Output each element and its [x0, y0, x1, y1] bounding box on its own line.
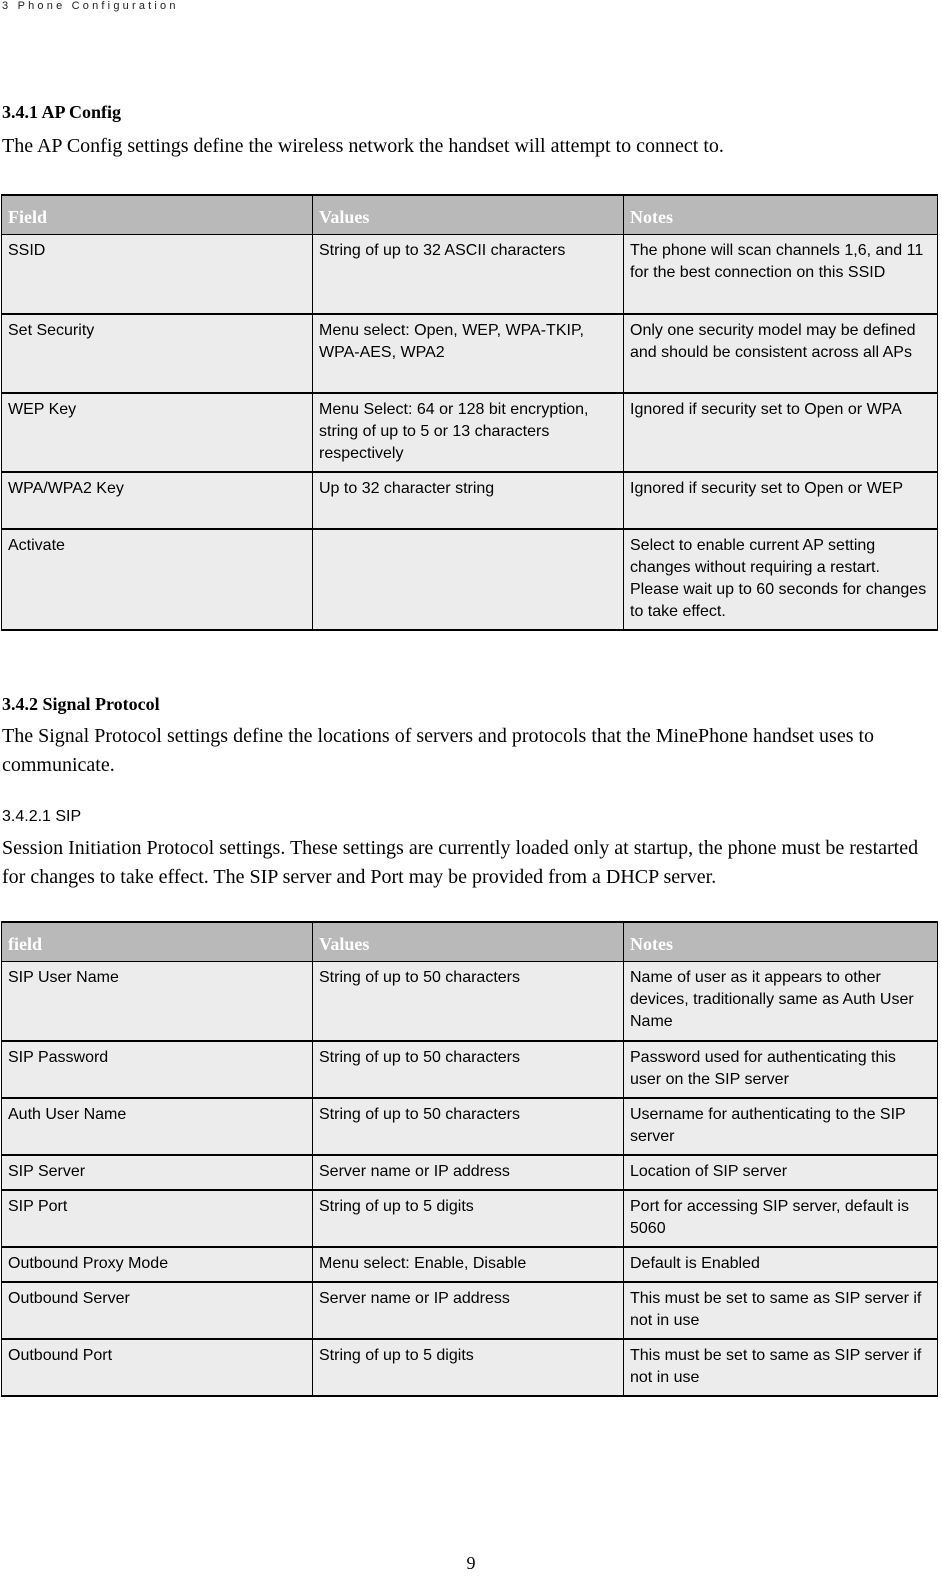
table-header-row	[2, 922, 938, 962]
sip-intro: Session Initiation Protocol settings. These settings are currently loaded only at startup, the phone must be restarted for changes to take effect. The SIP server and Port may be provided from a DHCP server.	[2, 837, 919, 888]
cell-notes: Default is Enabled	[624, 1247, 938, 1282]
cell-values: Server name or IP address	[313, 1282, 624, 1339]
running-header: 3 Phone Configuration	[2, 0, 179, 12]
column-header-field: field	[2, 922, 313, 962]
cell-field: Set Security	[2, 314, 313, 393]
cell-values: String of up to 5 digits	[313, 1339, 624, 1396]
table-row	[2, 1041, 938, 1098]
cell-notes: This must be set to same as SIP server if not in use	[624, 1339, 938, 1396]
cell-notes: Location of SIP server	[624, 1155, 938, 1190]
table-row	[2, 314, 938, 393]
cell-field: SIP User Name	[2, 962, 313, 1041]
table-row	[2, 962, 938, 1041]
cell-values: Up to 32 character string	[313, 472, 624, 529]
section-heading-signal-protocol: 3.4.2 Signal Protocol	[2, 694, 160, 714]
cell-values	[313, 529, 624, 630]
cell-notes: Name of user as it appears to other devices, traditionally same as Auth User Name	[624, 962, 938, 1041]
table-row	[2, 1155, 938, 1190]
cell-field: SSID	[2, 235, 313, 314]
table-row	[2, 1098, 938, 1155]
cell-values: Menu Select: 64 or 128 bit encryption, string of up to 5 or 13 characters respectively	[313, 393, 624, 472]
cell-field: SIP Password	[2, 1041, 313, 1098]
cell-field: SIP Port	[2, 1190, 313, 1247]
cell-notes: Ignored if security set to Open or WPA	[624, 393, 938, 472]
cell-notes: The phone will scan channels 1,6, and 11 for the best connection on this SSID	[624, 235, 938, 314]
table-row	[2, 1339, 938, 1396]
cell-field: SIP Server	[2, 1155, 313, 1190]
sip-table	[1, 921, 938, 1397]
ap-config-table	[1, 194, 938, 631]
cell-notes: Select to enable current AP setting changes without requiring a restart. Please wait up to 60 seconds for changes to take effect.	[624, 529, 938, 630]
cell-notes: Only one security model may be defined and should be consistent across all APs	[624, 314, 938, 393]
cell-field: Outbound Port	[2, 1339, 313, 1396]
cell-values: Menu select: Enable, Disable	[313, 1247, 624, 1282]
cell-field: Outbound Proxy Mode	[2, 1247, 313, 1282]
column-header-notes: Notes	[624, 195, 938, 235]
cell-notes: This must be set to same as SIP server if not in use	[624, 1282, 938, 1339]
cell-notes: Port for accessing SIP server, default is 5060	[624, 1190, 938, 1247]
cell-field: WEP Key	[2, 393, 313, 472]
signal-protocol-intro: The Signal Protocol settings define the locations of servers and protocols that the MinePhone handset uses to communicate.	[2, 725, 875, 776]
cell-values: String of up to 32 ASCII characters	[313, 235, 624, 314]
cell-field: Activate	[2, 529, 313, 630]
column-header-notes: Notes	[624, 922, 938, 962]
table-row	[2, 529, 938, 630]
cell-values: Server name or IP address	[313, 1155, 624, 1190]
cell-notes: Password used for authenticating this user on the SIP server	[624, 1041, 938, 1098]
cell-values: Menu select: Open, WEP, WPA-TKIP, WPA-AES, WPA2	[313, 314, 624, 393]
cell-notes: Ignored if security set to Open or WEP	[624, 472, 938, 529]
column-header-values: Values	[313, 195, 624, 235]
column-header-field: Field	[2, 195, 313, 235]
cell-field: Auth User Name	[2, 1098, 313, 1155]
table-row	[2, 1247, 938, 1282]
cell-field: Outbound Server	[2, 1282, 313, 1339]
cell-values: String of up to 50 characters	[313, 1041, 624, 1098]
table-row	[2, 393, 938, 472]
table-row	[2, 235, 938, 314]
section-heading-ap-config: 3.4.1 AP Config	[2, 102, 122, 122]
section-heading-sip: 3.4.2.1 SIP	[2, 808, 82, 825]
cell-notes: Username for authenticating to the SIP server	[624, 1098, 938, 1155]
ap-config-intro: The AP Config settings define the wireless network the handset will attempt to connect to.	[2, 135, 724, 157]
table-row	[2, 1282, 938, 1339]
cell-values: String of up to 50 characters	[313, 962, 624, 1041]
page-number: 9	[466, 1553, 476, 1573]
table-row	[2, 472, 938, 529]
table-header-row	[2, 195, 938, 235]
cell-values: String of up to 50 characters	[313, 1098, 624, 1155]
cell-field: WPA/WPA2 Key	[2, 472, 313, 529]
cell-values: String of up to 5 digits	[313, 1190, 624, 1247]
column-header-values: Values	[313, 922, 624, 962]
table-row	[2, 1190, 938, 1247]
